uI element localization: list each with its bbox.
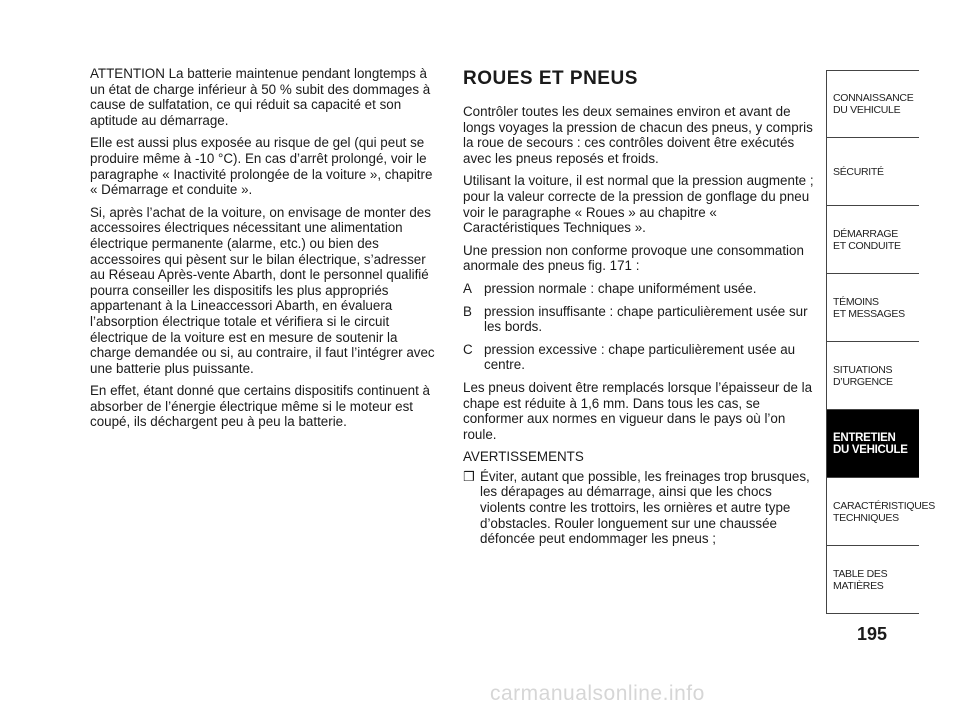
warning-bullet-text: Éviter, autant que possible, les freinages trop brusques, les dérapages au démarrage, ainsi que les chocs violents contre les trottoirs, les ornières et autre type d’obstacles. Rouler longuement sur une chaussée défoncée peut endommager les pneus ; [480,468,810,547]
tab-label-line2: D’URGENCE [833,375,893,388]
paragraph-tire-replacement: Les pneus doivent être remplacés lorsque l’épaisseur de la chape est réduite à 1,6 mm. Dans tous les cas, se conformer aux normes en vigueur dans le pays où l’on roule. [463,379,813,442]
watermark: carmanualsonline.info [490,682,705,705]
list-item-letter: B [463,303,472,319]
paragraph-pressure-check: Contrôler toutes les deux semaines environ et avant de longs voyages la pression de chacun des pneus, y compris la roue de secours : ces contrôles doivent être exécutés avec les pneus reposés et froids. [463,104,813,166]
tab-label-line2: DU VEHICULE [833,104,901,116]
tab-label-line2: MATIÈRES [833,579,884,592]
page-number: 195 [856,624,888,644]
list-item [463,342,815,373]
list-item [463,304,815,335]
tab-situations-d-urgence[interactable] [827,342,919,410]
tab-label-line1: SÉCURITÉ [833,165,884,178]
list-item [463,281,815,297]
tab-label-line1: ENTRETIEN [833,431,896,444]
paragraph-pressure-increase: Utilisant la voiture, il est normal que la pression augmente ; pour la valeur correcte de la pression de gonflage du pneu voir le paragraphe « Roues » au chapitre « Caractéristiques Techniques ». [463,173,814,236]
list-item-text: pression insuffisante : chape particulièrement usée sur les bords. [484,303,808,335]
paragraph-frost: Elle est aussi plus exposée au risque de gel (qui peut se produire même à -10 °C). En cas d’arrêt prolongé, voir le paragraphe « Inactivité prolongée de la voiture », chapitre « Démarrage et conduite ». [90,135,433,198]
tab-connaissance-du-vehicule[interactable] [827,70,919,138]
checkbox-square-icon: ❒ [463,468,475,484]
left-column [90,66,440,437]
tab-demarrage-et-conduite[interactable] [827,206,919,274]
warning-bullet [463,469,815,547]
warnings-heading: AVERTISSEMENTS [463,449,584,465]
tab-label-line1: CARACTÉRISTIQUES [833,499,935,512]
tab-label-line1: TABLE DES [833,567,888,580]
tab-entretien-du-vehicule[interactable] [827,410,919,478]
right-column [463,68,815,554]
tab-securite[interactable] [827,138,919,206]
tab-label-line2: ET CONDUITE [833,239,901,252]
paragraph-attention: ATTENTION La batterie maintenue pendant longtemps à un état de charge inférieur à 50 % subit des dommages à cause de sulfatation, ce qui réduit sa capacité et son aptitude au démarrage. [90,66,431,128]
chapter-tab-sidebar [826,70,935,614]
tab-label-line2: ET MESSAGES [833,307,905,320]
tab-temoins-et-messages[interactable] [827,274,919,342]
tab-label-line2: TECHNIQUES [833,511,899,524]
list-item-text: pression normale : chape uniformément usée. [484,280,757,296]
paragraph-discharge: En effet, étant donné que certains dispositifs continuent à absorber de l’énergie électrique même si le moteur est coupé, ils déchargent peu à peu la batterie. [90,383,430,430]
tab-label-line1: DÉMARRAGE [833,227,898,240]
tab-label-line1: TÉMOINS [833,295,879,308]
tab-label-line1: SITUATIONS [833,363,893,376]
section-title: ROUES ET PNEUS [463,68,638,89]
tab-caracteristiques-techniques[interactable] [827,478,935,546]
tab-table-des-matieres[interactable] [827,546,919,614]
tab-label-line2: DU VEHICULE [833,443,908,456]
list-item-letter: C [463,341,473,357]
paragraph-accessories: Si, après l’achat de la voiture, on envisage de monter des accessoires électriques nécessitant une alimentation électrique permanente (alarme, etc.) ou bien des accessoires qui pèsent sur le bilan électrique, s’adresser au Réseau Après-vente Abarth, dont le personnel qualifié pourra conseiller les dispositifs les plus appropriés appartenant à la Lineaccessori Abarth, en évaluera l’absorption électrique totale et vérifiera si le circuit électrique de la voiture est en mesure de soutenir la charge demandée ou si, au contraire, il faut l’intégrer avec une batterie plus puissante. [90,204,435,376]
list-item-letter: A [463,280,472,296]
tab-label-line1: CONNAISSANCE [833,92,914,104]
list-item-text: pression excessive : chape particulièrement usée au centre. [484,341,796,373]
paragraph-abnormal-wear: Une pression non conforme provoque une consommation anormale des pneus fig. 171 : [463,242,804,274]
